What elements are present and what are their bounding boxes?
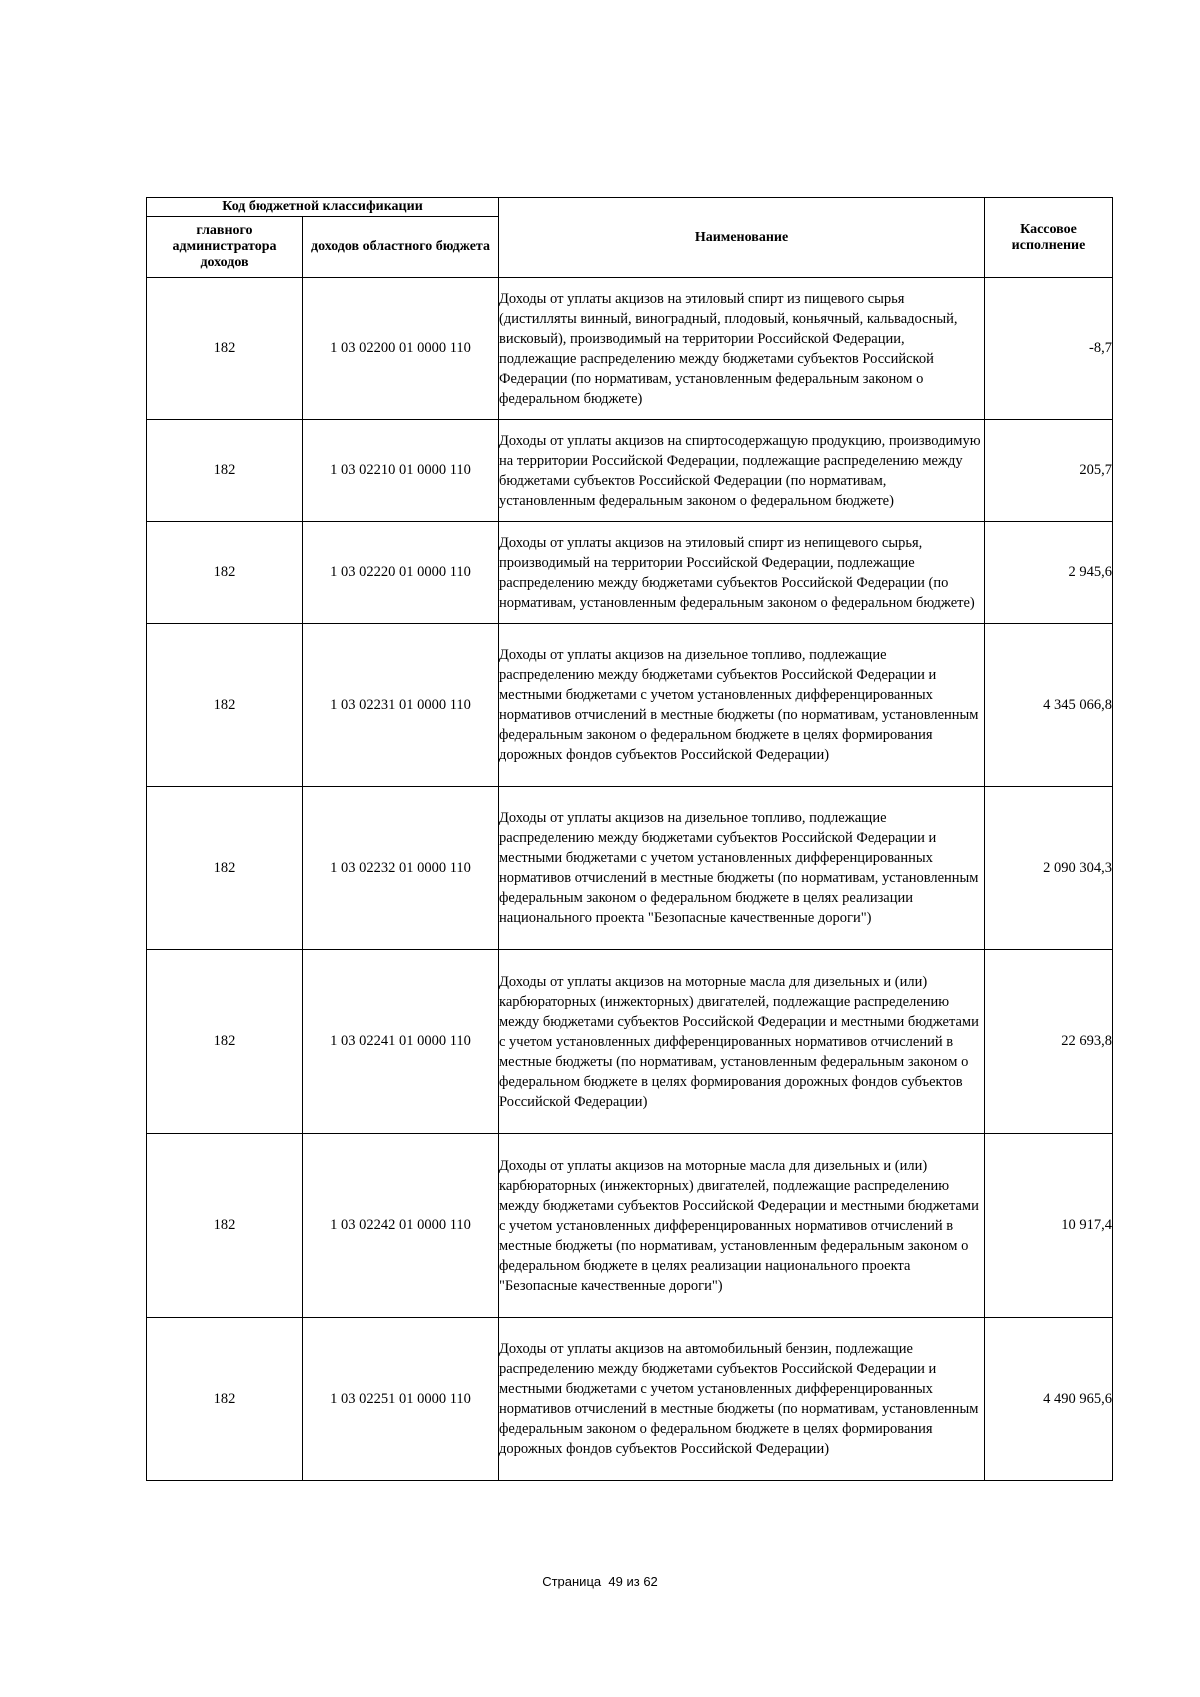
header-classification-code: Код бюджетной классификации	[147, 198, 499, 217]
revenue-name: Доходы от уплаты акцизов на этиловый спирт из непищевого сырья, производимый на территории Российской Федерации, подлежащие распределению между бюджетами субъектов Российской Федерации (по нормативам, установленным федеральным законом о федеральном бюджете)	[499, 522, 985, 624]
revenue-name: Доходы от уплаты акцизов на моторные масла для дизельных и (или) карбюраторных (инжекторных) двигателей, подлежащие распределению между бюджетами субъектов Российской Федерации и местными бюджетами с учетом установленных дифференцированных нормативов отчислений в местные бюджеты (по нормативам, установленным федеральным законом о федеральном бюджете в целях реализации национального проекта "Безопасные качественные дороги")	[499, 1134, 985, 1318]
budget-code: 1 03 02242 01 0000 110	[303, 1134, 499, 1318]
page-total: 62	[643, 1574, 658, 1589]
budget-code: 1 03 02220 01 0000 110	[303, 522, 499, 624]
cash-execution-amount: 205,7	[985, 420, 1113, 522]
cash-execution-amount: -8,7	[985, 278, 1113, 420]
budget-code: 1 03 02200 01 0000 110	[303, 278, 499, 420]
admin-code: 182	[147, 1318, 303, 1481]
table-row	[147, 624, 1113, 787]
admin-code: 182	[147, 624, 303, 787]
header-cash-execution: Кассовое исполнение	[985, 198, 1113, 278]
revenue-name: Доходы от уплаты акцизов на этиловый спирт из пищевого сырья (дистилляты винный, виноградный, плодовый, коньячный, кальвадосный, висковый), производимый на территории Российской Федерации, подлежащие распределению между бюджетами субъектов Российской Федерации (по нормативам, установленным федеральным законом о федеральном бюджете)	[499, 278, 985, 420]
page-separator: из	[626, 1574, 640, 1589]
admin-code: 182	[147, 522, 303, 624]
revenue-name: Доходы от уплаты акцизов на дизельное топливо, подлежащие распределению между бюджетами субъектов Российской Федерации и местными бюджетами с учетом установленных дифференцированных нормативов отчислений в местные бюджеты (по нормативам, установленным федеральным законом о федеральном бюджете в целях формирования дорожных фондов субъектов Российской Федерации)	[499, 624, 985, 787]
table-row	[147, 950, 1113, 1134]
admin-code: 182	[147, 950, 303, 1134]
header-regional-budget-revenue: доходов областного бюджета	[303, 217, 499, 278]
budget-code: 1 03 02231 01 0000 110	[303, 624, 499, 787]
cash-execution-amount: 22 693,8	[985, 950, 1113, 1134]
header-main-administrator: главного администратора доходов	[147, 217, 303, 278]
cash-execution-amount: 4 345 066,8	[985, 624, 1113, 787]
admin-code: 182	[147, 420, 303, 522]
page-label: Страница	[542, 1574, 602, 1589]
table-row	[147, 278, 1113, 420]
budget-code: 1 03 02251 01 0000 110	[303, 1318, 499, 1481]
revenue-name: Доходы от уплаты акцизов на спиртосодержащую продукцию, производимую на территории Российской Федерации, подлежащие распределению между бюджетами субъектов Российской Федерации (по нормативам, установленным федеральным законом о федеральном бюджете)	[499, 420, 985, 522]
revenue-table	[146, 197, 1113, 1481]
cash-execution-amount: 4 490 965,6	[985, 1318, 1113, 1481]
budget-code: 1 03 02241 01 0000 110	[303, 950, 499, 1134]
page-number-footer	[0, 1574, 1200, 1589]
table-row	[147, 522, 1113, 624]
cash-execution-amount: 2 945,6	[985, 522, 1113, 624]
header-name: Наименование	[499, 198, 985, 278]
revenue-name: Доходы от уплаты акцизов на дизельное топливо, подлежащие распределению между бюджетами субъектов Российской Федерации и местными бюджетами с учетом установленных дифференцированных нормативов отчислений в местные бюджеты (по нормативам, установленным федеральным законом о федеральном бюджете в целях реализации национального проекта "Безопасные качественные дороги")	[499, 787, 985, 950]
budget-code: 1 03 02232 01 0000 110	[303, 787, 499, 950]
table-row	[147, 787, 1113, 950]
cash-execution-amount: 2 090 304,3	[985, 787, 1113, 950]
admin-code: 182	[147, 278, 303, 420]
revenue-name: Доходы от уплаты акцизов на моторные масла для дизельных и (или) карбюраторных (инжекторных) двигателей, подлежащие распределению между бюджетами субъектов Российской Федерации и местными бюджетами с учетом установленных дифференцированных нормативов отчислений в местные бюджеты (по нормативам, установленным федеральным законом о федеральном бюджете в целях формирования дорожных фондов субъектов Российской Федерации)	[499, 950, 985, 1134]
table-row	[147, 1134, 1113, 1318]
cash-execution-amount: 10 917,4	[985, 1134, 1113, 1318]
budget-code: 1 03 02210 01 0000 110	[303, 420, 499, 522]
table-row	[147, 1318, 1113, 1481]
page-current: 49	[608, 1574, 623, 1589]
admin-code: 182	[147, 1134, 303, 1318]
table-row	[147, 420, 1113, 522]
admin-code: 182	[147, 787, 303, 950]
revenue-name: Доходы от уплаты акцизов на автомобильный бензин, подлежащие распределению между бюджетами субъектов Российской Федерации и местными бюджетами с учетом установленных дифференцированных нормативов отчислений в местные бюджеты (по нормативам, установленным федеральным законом о федеральном бюджете в целях формирования дорожных фондов субъектов Российской Федерации)	[499, 1318, 985, 1481]
